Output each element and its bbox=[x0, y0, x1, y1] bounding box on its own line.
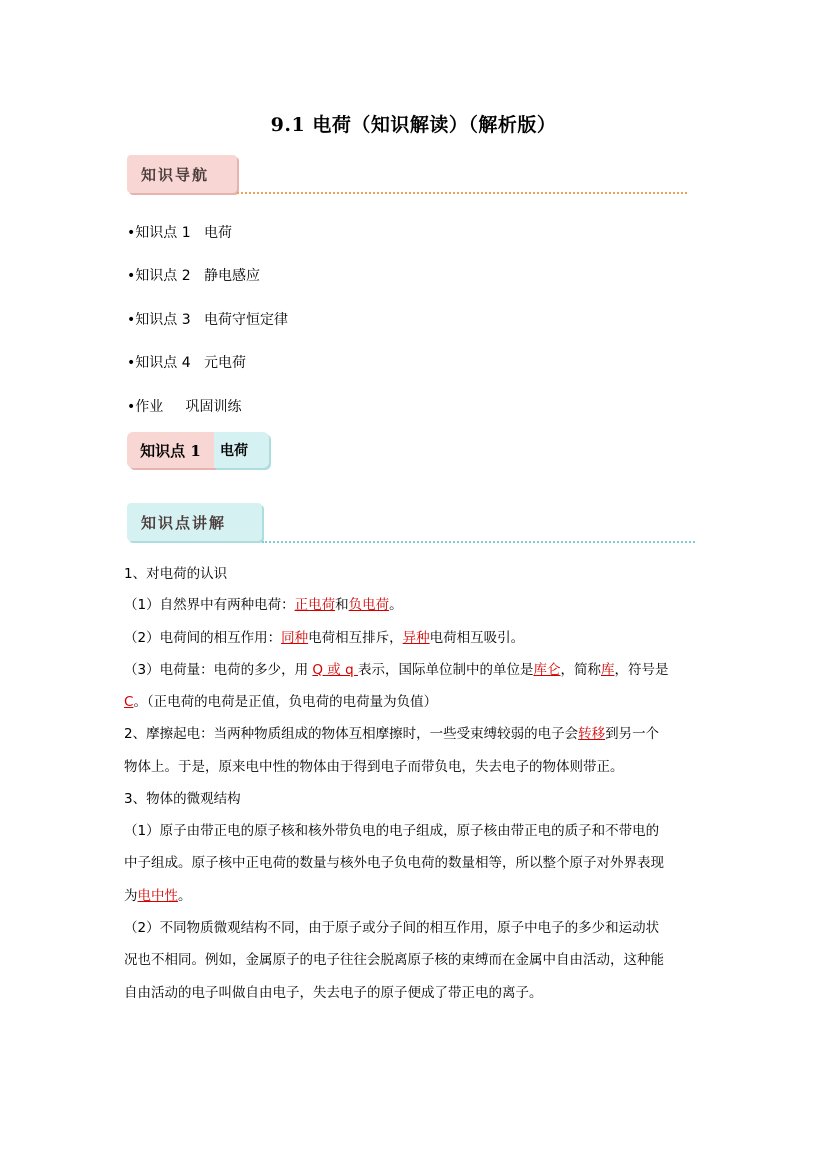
knowledge-point-name: 电荷 bbox=[214, 432, 269, 468]
paragraph-two-charges: （1）自然界中有两种电荷：正电荷和负电荷。 bbox=[124, 597, 403, 613]
paragraph-interaction: （2）电荷间的相互作用：同种电荷相互排斥，异种电荷相互吸引。 bbox=[124, 630, 525, 646]
answer-same-kind: 同种 bbox=[281, 630, 309, 646]
answer-electrically-neutral: 电中性 bbox=[137, 888, 178, 904]
paragraph-atom-line-3: 为电中性。 bbox=[124, 888, 192, 904]
paragraph-atom-line-1: （1）原子由带正电的原子核和核外带负电的电子组成，原子核由带正电的质子和不带电的 bbox=[124, 823, 660, 839]
paragraph-atom-line-2: 中子组成。原子核中正电荷的数量与核外电子负电荷的数量相等，所以整个原子对外界表现 bbox=[124, 855, 664, 871]
paragraph-structure-line-1: （2）不同物质微观结构不同，由于原子或分子间的相互作用，原子中电子的多少和运动状 bbox=[124, 920, 660, 936]
section-2-line-1: 2、摩擦起电：当两种物质组成的物体互相摩擦时，一些受束缚较弱的电子会转移到另一个 bbox=[124, 726, 660, 742]
answer-negative-charge: 负电荷 bbox=[348, 597, 390, 613]
knowledge-point-label: 知识点 1 bbox=[127, 432, 214, 468]
section-3-heading: 3、物体的微观结构 bbox=[124, 791, 241, 807]
page-title: 9.1 电荷（知识解读）（解析版） bbox=[270, 114, 557, 136]
paragraph-structure-line-2: 况也不相同。例如，金属原子的电子往往会脱离原子核的束缚而在金属中自由活动，这种能 bbox=[124, 952, 664, 968]
answer-coulomb-short: 库 bbox=[600, 662, 615, 678]
nav-item-2[interactable]: •知识点 2 静电感应 bbox=[127, 268, 260, 284]
section-1-heading: 1、对电荷的认识 bbox=[124, 566, 228, 582]
nav-item-4[interactable]: •知识点 4 元电荷 bbox=[127, 355, 246, 371]
answer-coulomb: 库仑 bbox=[533, 662, 561, 678]
nav-item-3[interactable]: •知识点 3 电荷守恒定律 bbox=[127, 312, 288, 328]
paragraph-structure-line-3: 自由活动的电子叫做自由电子，失去电子的原子便成了带正电的离子。 bbox=[124, 985, 543, 1001]
answer-transfer: 转移 bbox=[578, 726, 606, 742]
nav-divider bbox=[237, 192, 687, 194]
section-2-line-2: 物体上。于是，原来电中性的物体由于得到电子而带负电，失去电子的物体则带正。 bbox=[124, 759, 624, 775]
nav-item-homework[interactable]: •作业 巩固训练 bbox=[127, 399, 242, 415]
answer-symbol: Q 或 q bbox=[312, 662, 358, 678]
knowledge-point-tag bbox=[127, 432, 269, 468]
knowledge-explain-banner: 知识点讲解 bbox=[127, 503, 262, 541]
answer-positive-charge: 正电荷 bbox=[294, 597, 336, 613]
knowledge-nav-banner: 知识导航 bbox=[127, 155, 237, 193]
answer-unit-symbol: C bbox=[124, 694, 134, 710]
paragraph-charge-quantity: （3）电荷量：电荷的多少，用 Q 或 q 表示，国际单位制中的单位是库仑，简称库，符号是 bbox=[124, 662, 669, 678]
nav-item-1[interactable]: •知识点 1 电荷 bbox=[127, 225, 232, 241]
answer-different-kind: 异种 bbox=[402, 630, 430, 646]
explain-divider bbox=[262, 541, 695, 543]
paragraph-charge-quantity-cont: C。（正电荷的电荷是正值，负电荷的电荷量为负值） bbox=[124, 694, 438, 710]
